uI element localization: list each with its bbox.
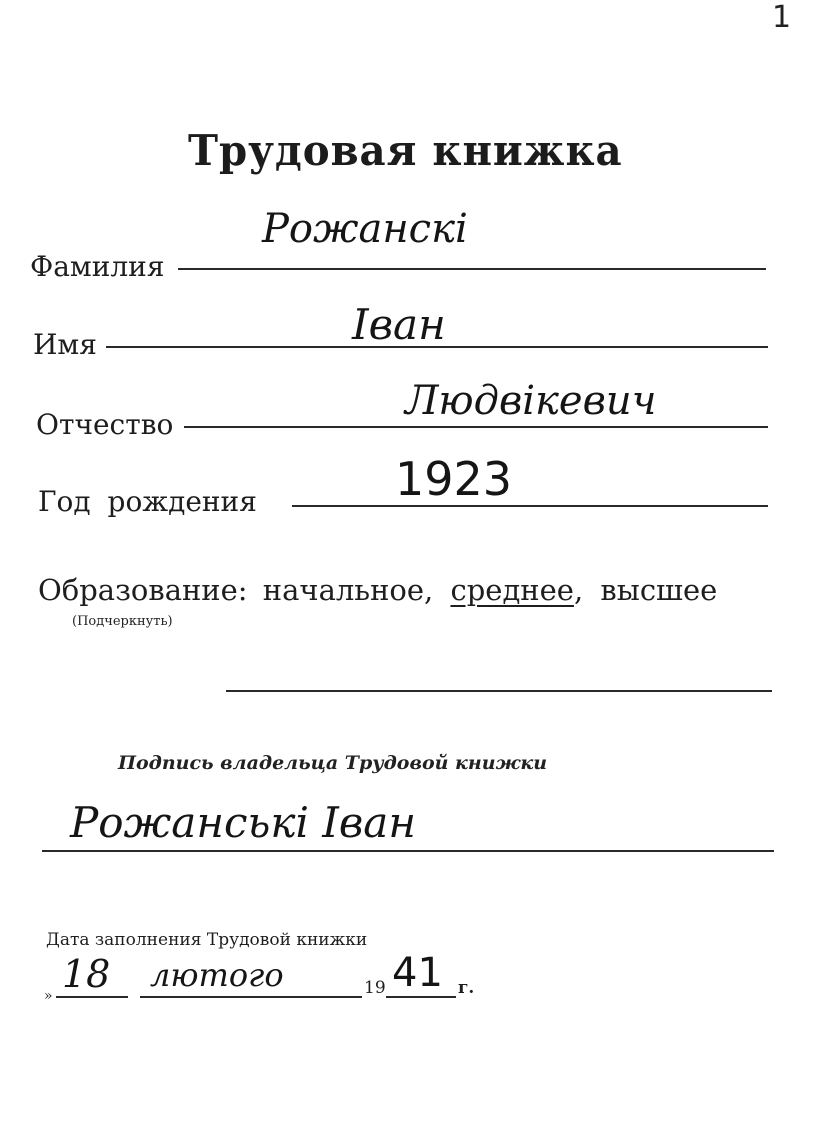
patronymic-value: Людвікевич [405,378,657,424]
birth-year-label: Год рождения [38,485,257,518]
surname-label: Фамилия [30,250,165,283]
education-hint: (Подчеркнуть) [72,614,173,629]
document-title: Трудовая книжка [188,126,623,175]
education-separator: , [573,573,584,607]
birth-year-line [292,505,768,507]
fill-date-day: 18 [62,952,111,996]
fill-date-century: 19 [364,978,386,998]
birth-year-value: 1923 [395,452,513,506]
fill-date-quote: » [44,988,53,1004]
fill-date-year-suffix: 41 [392,950,443,996]
surname-line [178,268,766,270]
patronymic-label: Отчество [36,408,174,441]
patronymic-line [184,426,768,428]
surname-value: Рожанскі [262,206,468,252]
name-label: Имя [33,328,97,361]
profession-line [226,690,772,692]
fill-date-year-line [386,996,456,998]
name-value: Іван [352,300,446,349]
fill-date-month: лютого [150,956,284,994]
page-number-mark: 1 [772,0,792,35]
fill-date-year-unit: г. [458,978,475,998]
owner-signature: Рожанські Іван [70,798,416,847]
education-line [38,573,717,607]
signature-line [42,850,774,852]
education-option-primary: начальное, [262,573,434,607]
signature-caption: Подпись владельца Трудовой книжки [118,752,548,774]
education-option-higher: высшее [600,573,718,607]
education-label: Образование: [38,573,248,607]
fill-date-month-line [140,996,362,998]
fill-date-caption: Дата заполнения Трудовой книжки [46,930,368,950]
education-option-secondary: среднее [450,573,574,607]
fill-date-day-line [56,996,128,998]
